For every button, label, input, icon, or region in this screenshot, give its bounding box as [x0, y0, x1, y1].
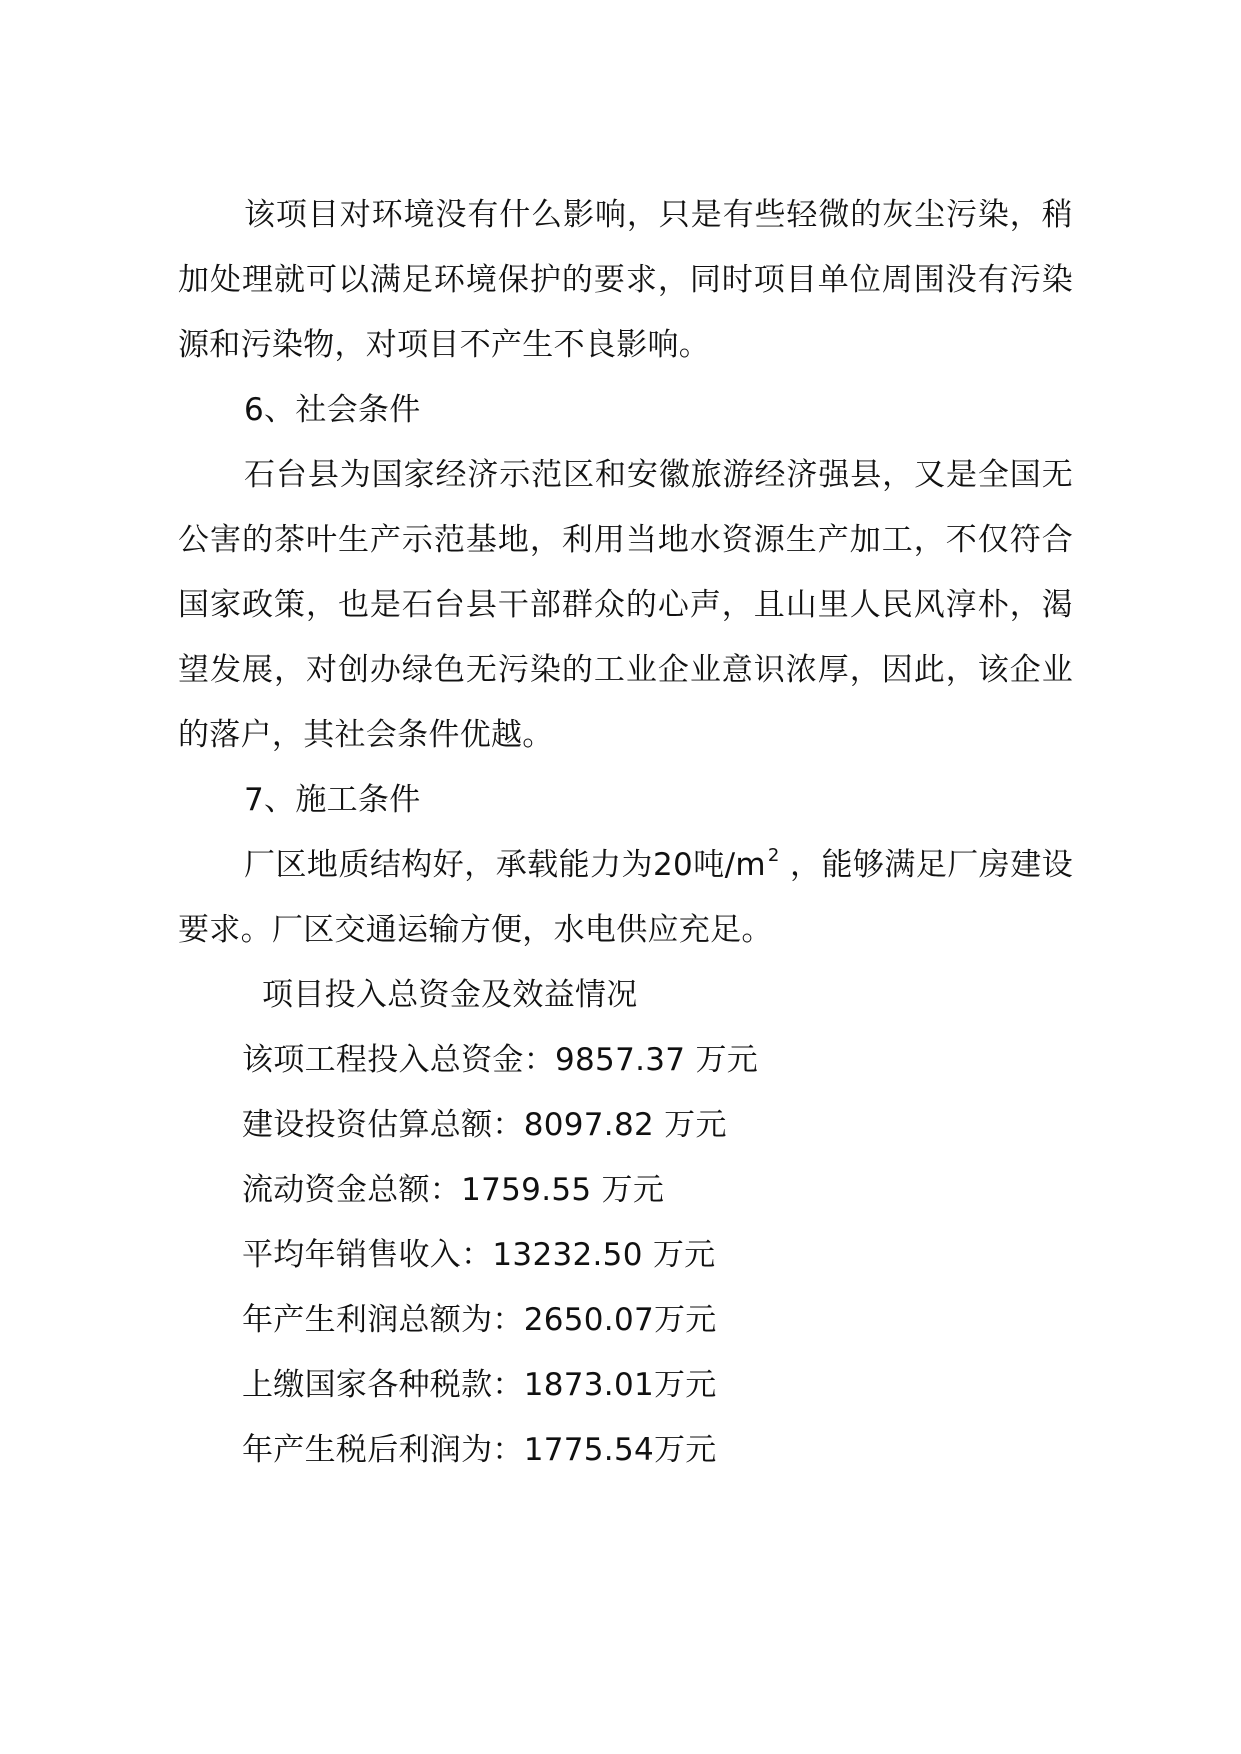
construction-text-part2: ，能够满足厂房建设要求。厂区交通运输方便，水电供应充足。 — [178, 847, 1073, 948]
investment-total-line: 该项工程投入总资金：9857.37 万元 — [242, 1042, 759, 1078]
construction-text-part1: 厂区地质结构好，承载能力为20吨/m — [244, 847, 766, 883]
construction-conditions-paragraph — [178, 833, 1073, 963]
investment-heading: 项目投入总资金及效益情况 — [262, 977, 638, 1013]
construction-estimate-line: 建设投资估算总额：8097.82 万元 — [242, 1107, 727, 1143]
working-capital-line: 流动资金总额：1759.55 万元 — [242, 1172, 665, 1208]
social-conditions-heading: 6、社会条件 — [244, 392, 421, 428]
construction-conditions-heading: 7、施工条件 — [244, 782, 421, 818]
social-conditions-paragraph: 石台县为国家经济示范区和安徽旅游经济强县，又是全国无公害的茶叶生产示范基地，利用当地水资源生产加工，不仅符合国家政策，也是石台县干部群众的心声，且山里人民风淳朴，渴望发展，对创办绿色无污染的工业企业意识浓厚，因此，该企业的落户，其社会条件优越。 — [178, 457, 1073, 753]
annual-sales-line: 平均年销售收入：13232.50 万元 — [242, 1237, 716, 1273]
annual-profit-line: 年产生利润总额为：2650.07万元 — [242, 1302, 717, 1338]
page-content — [178, 183, 1073, 1483]
taxes-line: 上缴国家各种税款：1873.01万元 — [242, 1367, 717, 1403]
environment-paragraph: 该项目对环境没有什么影响，只是有些轻微的灰尘污染，稍加处理就可以满足环境保护的要求，同时项目单位周围没有污染源和污染物，对项目不产生不良影响。 — [178, 197, 1073, 363]
superscript-two: 2 — [767, 845, 780, 866]
after-tax-profit-line: 年产生税后利润为：1775.54万元 — [242, 1432, 717, 1468]
